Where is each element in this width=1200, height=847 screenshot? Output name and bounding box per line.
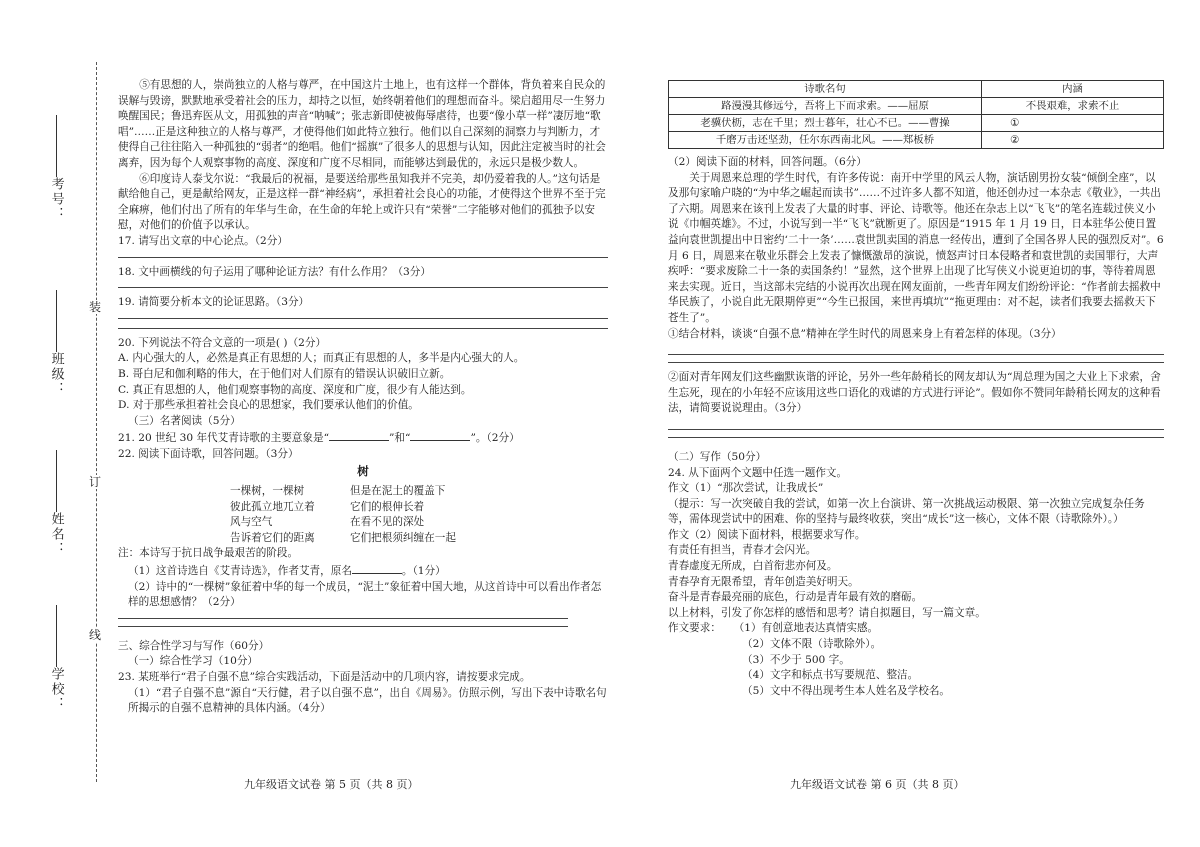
table-row	[669, 98, 1164, 115]
requirements-label: 作文要求： （1）有创意地表达真情实感。	[668, 622, 879, 635]
question-23: 23. 某班举行“君子自强不息”综合实践活动，下面是活动中的几项内容，请按要求完成。	[118, 671, 531, 683]
material-line: 以上材料，引发了你怎样的感悟和思考？请自拟题目，写一篇文章。	[668, 606, 986, 619]
question-18: 18. 文中画横线的句子运用了哪种论证方法？有什么作用？（3分）	[118, 265, 431, 278]
class-field[interactable]	[42, 290, 72, 397]
cut-mark-ding: 订	[89, 475, 102, 489]
question-21: 21. 20 世纪 30 年代艾青诗歌的主要意象是“ ”和“ ”。（2分）	[118, 429, 608, 447]
material-line: 奋斗是青春最亮丽的底色，行动是青年最有效的磨砺。	[668, 591, 923, 604]
answer-line-18a[interactable]	[118, 287, 608, 288]
essay-hint: （提示：写一次突破自我的尝试，如第一次上台演讲、第一次挑战运动极限、第一次独立完成复杂任务等，需体现尝试中的困难、你的坚持与最终收获，突出“成长”这一核心，文体不限（诗歌除外）。）	[668, 497, 1145, 526]
answer-line-sub2b[interactable]	[668, 437, 1164, 438]
part-3-heading: 三、综合性学习与写作（60分）	[118, 639, 270, 652]
answer-line-19b[interactable]	[118, 328, 608, 329]
poem-note: 注：本诗写于抗日战争最艰苦的阶段。	[118, 547, 299, 560]
question-17: 17. 请写出文章的中心论点。（2分）	[118, 234, 288, 247]
requirement-item: （1）有创意地表达真情实感。	[738, 622, 879, 635]
essay-topic-1: 作文（1）“那次尝试，让我成长”	[668, 482, 824, 495]
question-20-option-a: A. 内心强大的人，必然是真正有思想的人；而真正有思想的人，多半是内心强大的人。	[118, 352, 525, 365]
answer-line-22b[interactable]	[118, 626, 568, 627]
poem-line: 告诉着它们的距离	[230, 531, 315, 544]
page-5-footer: 九年级语文试卷 第 5 页（共 8 页）	[244, 778, 419, 791]
question-19: 19. 请简要分析本文的论证思路。（3分）	[118, 296, 310, 309]
question-23-1: （1）“君子自强不息”源自“天行健，君子以自强不息”，出自《周易》。仿照示例，写出下表中诗歌名句所揭示的自强不息精神的具体内涵。（4分）	[128, 686, 607, 715]
answer-line-sub1b[interactable]	[668, 362, 1164, 363]
school-label: 学校：	[48, 667, 64, 712]
material-line: 青春孕育无限希望，青年创造美好明天。	[668, 575, 859, 588]
class-label: 班级：	[48, 352, 64, 397]
question-22: 22. 阅读下面诗歌，回答问题。（3分）	[118, 447, 299, 460]
page-5-column	[118, 78, 608, 717]
requirement-item: （2）文体不限（诗歌除外）。	[742, 638, 882, 651]
answer-line-17[interactable]	[118, 257, 608, 258]
blank-21-1[interactable]	[329, 429, 389, 441]
writing-heading: （二）写作（50分）	[668, 450, 767, 463]
question-23-2: （2）阅读下面的材料，回答问题。（6分）	[668, 156, 867, 168]
exam-number-field[interactable]	[42, 115, 72, 222]
binding-margin	[0, 0, 108, 847]
material-line: 有责任有担当，青春才会闪光。	[668, 544, 817, 557]
question-22-2: （2）诗中的“一棵树”象征着中华的每一个成员，“泥土”象征着中国大地，从这首诗中可以看出作者怎样的思想感情？（2分）	[128, 580, 602, 609]
name-label: 姓名：	[48, 512, 64, 557]
table-header-poem: 诗歌名句	[669, 81, 982, 98]
paragraph-6: ⑥印度诗人泰戈尔说：“我最后的祝福，是要送给那些虽知我并不完美，却仍爱着我的人。”这句话是献给他自己，更是献给网友，正是这样一群“神经病”，承担着社会良心的功能，才使得这个世界不至于完全麻痹，他们付出了所有的年华与生命，在生命的年轮上或许只有“荣誉”二字能够对他们的孤独予以安慰，对他们的价值予以承认。	[118, 172, 606, 232]
cut-mark-zhuang: 装	[89, 300, 102, 314]
table-cell: 不畏艰难，求索不止	[982, 98, 1164, 115]
table-cell: 千磨万击还坚劲，任尔东西南北风。——郑板桥	[669, 132, 982, 149]
poem-line: 它们把根须纠缠在一起	[350, 531, 456, 544]
table-cell: 老骥伏枥，志在千里；烈士暮年，壮心不已。——曹操	[669, 115, 982, 132]
cut-mark-xian: 线	[89, 628, 102, 642]
material-line: 青春虚度无所成，白首衔悲亦何及。	[668, 560, 838, 573]
sub-question-2: ②面对青年网友们这些幽默诙谐的评论，另外一些年龄稍长的网友却认为“周总理为国之大业上下求索，舍生忘死，现在的小年轻不应该用这些口语化的戏谑的方式进行评论”。假如你不赞同年龄稍长网友的这种看法，请简要说说理由。（3分）	[668, 371, 1161, 415]
name-field[interactable]	[42, 450, 72, 557]
poem-line: 风与空气	[230, 516, 273, 529]
blank-22-1[interactable]	[352, 562, 402, 574]
answer-line-sub1a[interactable]	[668, 354, 1164, 355]
page-6-footer: 九年级语文试卷 第 6 页（共 8 页）	[790, 778, 965, 791]
table-row	[669, 132, 1164, 149]
question-24: 24. 从下面两个文题中任选一题作文。	[668, 466, 848, 479]
school-field[interactable]	[42, 605, 72, 712]
table-answer-cell-1[interactable]: ①	[982, 115, 1164, 132]
poem-line: 但是在泥土的覆盖下	[350, 485, 446, 498]
poem-title: 树	[357, 464, 369, 479]
table-header-meaning: 内涵	[982, 81, 1164, 98]
poem-body	[230, 484, 608, 546]
answer-line-22a[interactable]	[118, 618, 568, 619]
table-row	[669, 115, 1164, 132]
exam-number-label: 考号：	[48, 177, 64, 222]
table-answer-cell-2[interactable]: ②	[982, 132, 1164, 149]
question-20-option-b: B. 哥白尼和伽利略的伟大，在于他们对人们原有的错误认识破旧立新。	[118, 367, 451, 380]
answer-line-sub2a[interactable]	[668, 429, 1164, 430]
poem-line: 在看不见的深处	[350, 516, 425, 529]
blank-21-2[interactable]	[410, 429, 470, 441]
poem-line: 彼此孤立地兀立着	[230, 500, 315, 513]
requirement-item: （3）不少于 500 字。	[742, 653, 850, 666]
answer-line-19a[interactable]	[118, 318, 608, 319]
essay-topic-2: 作文（2）阅读下面材料，根据要求写作。	[668, 528, 866, 541]
material-paragraph: 关于周恩来总理的学生时代，有许多传说：南开中学里的风云人物，演话剧男扮女装“倾倒全座”，以及那句家喻户晓的“为中华之崛起而读书”……不过许多人都不知道，他还创办过一本杂志《敬业》，一共出了六期。周恩来在该刊上发表了大量的时事、评论、诗歌等。他还在杂志上以“飞飞”的笔名连载过侠义小说《巾帼英雄》。不过，小说写到一半“飞飞”就断更了。原因是“1915 年 1 月 19 日，日本驻华公使日置益向袁世凯提出中日密约‘二十一条’……袁世凯卖国的消息一经传出，遭到了全国各界人民的强烈反对”。6 月 6 日，周恩来在敬业乐群会上发表了慷慨激昂的演说，愤怒声讨日本侵略者和袁世凯的卖国罪行，大声疾呼：“要求废除二十一条的卖国条约！”显然，这个世界上出现了比写侠义小说更迫切的事，等待着周恩来去实现。近日，当这部未完结的小说再次出现在网友面前，一些青年网友们纷纷评论：“作者前去摇救中华民族了，小说自此无限期停更”“今生已报国，来世再填坑”“拖更理由：对不起，读者们我要去摇救天下苍生了”。	[668, 171, 1164, 324]
poem-table	[668, 80, 1164, 149]
question-20-option-d: D. 对于那些承担着社会良心的思想家，我们要承认他们的价值。	[118, 399, 419, 412]
table-cell: 路漫漫其修远兮，吾将上下而求索。——屈原	[669, 98, 982, 115]
requirement-item: （5）文中不得出现考生本人姓名及学校名。	[742, 684, 951, 697]
cut-line	[96, 62, 97, 782]
question-20-option-c: C. 真正有思想的人，他们观察事物的高度、深度和广度，很少有人能达到。	[118, 383, 472, 396]
requirement-item: （4）文字和标点书写要规范、整洁。	[742, 669, 919, 682]
section-3-heading: （三）名著阅读（5分）	[128, 414, 241, 427]
paragraph-5: ⑤有思想的人，崇尚独立的人格与尊严，在中国这片土地上，也有这样一个群体，背负着来自民众的误解与毁谤，默默地承受着社会的压力，却持之以恒，始终朝着他们的理想而奋斗。梁启超用尽一生努力唤醒国民；鲁迅弃医从文，用孤独的声音“呐喊”；张志新即使被侮辱虐待，也要“像小草一样”凄厉地“歌唱”……正是这种独立的人格与尊严，才使得他们如此特立独行。他们以自己深刻的洞察力与判断力，才使得自己往往陷入一种孤独的“弱者”的绝唱。他们“摇旗”了很多人的思想与认知，因此注定被当时的社会离弃，因为每个人观察事物的高度、深度和广度不尽相同，而能够达到最优的，永远只是极少数人。	[118, 79, 606, 169]
part-3-sub-heading: （一）综合性学习（10分）	[128, 655, 259, 668]
sub-question-1: ①结合材料，谈谈“自强不息”精神在学生时代的周恩来身上有着怎样的体现。（3分）	[668, 327, 1062, 340]
page-6-column	[668, 80, 1164, 699]
question-20: 20. 下列说法不符合文意的一项是( )（2分）	[118, 336, 327, 349]
poem-line: 它们的根伸长着	[350, 500, 425, 513]
question-22-1: （1）这首诗选自《艾青诗选》，作者艾青，原名 。（1分）	[118, 562, 608, 580]
poem-line: 一棵树，一棵树	[230, 485, 305, 498]
